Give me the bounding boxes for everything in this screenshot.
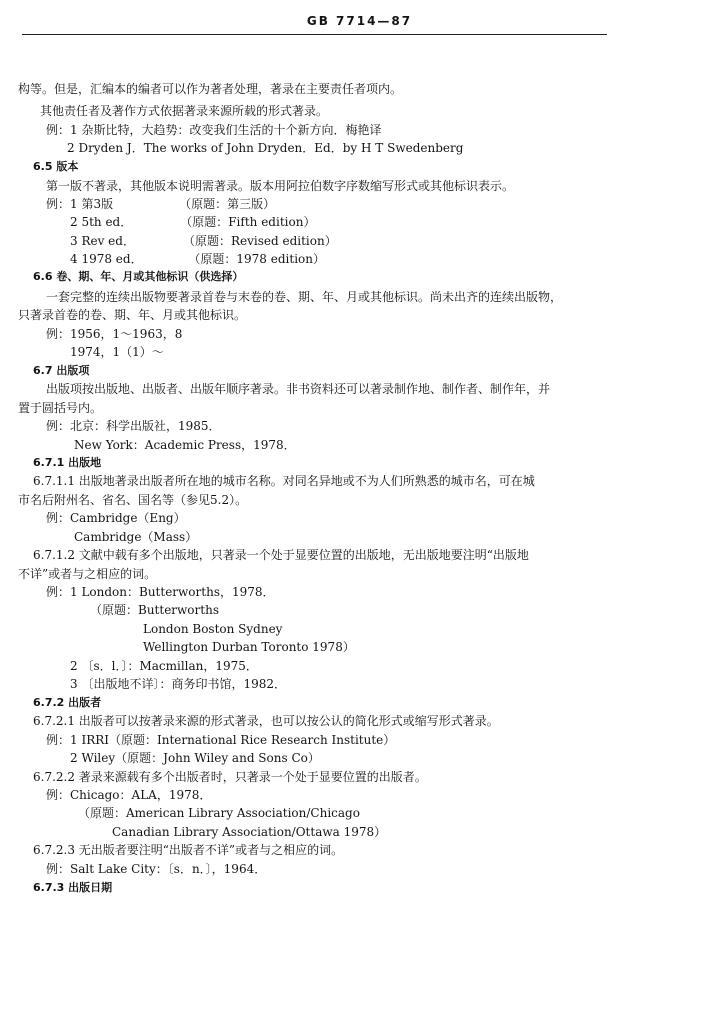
text-line: 其他责任者及著作方式依据著录来源所载的形式著录。 [40,104,329,118]
example-line: 1974，1（1）～ [70,345,164,359]
text-line: 不详”或者与之相应的词。 [18,567,157,581]
header-rule [22,34,607,35]
example-line: 2 Wiley（原题：John Wiley and Sons Co） [70,751,320,765]
text-line: 6.7.1.2 文献中载有多个出版地，只著录一个处于显要位置的出版地，无出版地要注明“出版地 [33,548,529,562]
example-line: （原题：Butterworths [90,603,219,617]
example-line: Canadian Library Association/Ottawa 1978） [112,825,387,839]
text-line: 一套完整的连续出版物要著录首卷与末卷的卷、期、年、月或其他标识。尚未出齐的连续出版物， [46,290,563,304]
example-line: London Boston Sydney [143,622,283,636]
example-line: Cambridge（Mass） [74,530,198,544]
section-heading: 6.7.2 出版者 [33,696,102,709]
example-line: 2 〔s．l．〕：Macmillan，1975． [70,659,258,673]
section-heading: 6.7.3 出版日期 [33,881,113,894]
section-heading: 6.6 卷、期、年、月或其他标识（供选择） [33,270,244,283]
example-line: 例：1 杂斯比特，大趋势：改变我们生活的十个新方向．梅艳译 [46,123,382,137]
section-heading: 6.7.1 出版地 [33,456,102,469]
example-line: 4 1978 ed． （原题：1978 edition） [70,252,325,266]
section-heading: 6.5 版本 [33,160,79,173]
page-header-code: GB 7714—87 [306,14,413,28]
text-line: 置于圆括号内。 [18,401,103,415]
example-line: 例：Salt Lake City：〔s．n．〕，1964． [46,862,267,876]
example-line: 3 〔出版地不详〕：商务印书馆，1982． [70,677,286,691]
example-line: New York：Academic Press，1978． [74,438,296,452]
text-line: 6.7.1.1 出版地著录出版者所在地的城市名称。对同名异地或不为人们所熟悉的城市名，可在城 [33,474,535,488]
text-line: 构等。但是，汇编本的编者可以作为著者处理，著录在主要责任者项内。 [18,82,403,96]
text-line: 6.7.2.1 出版者可以按著录来源的形式著录，也可以按公认的简化形式或缩写形式著录。 [33,714,499,728]
text-line: 出版项按出版地、出版者、出版年顺序著录。非书资料还可以著录制作地、制作者、制作年，并 [46,382,551,396]
example-line: 3 Rev ed． （原题：Revised edition） [70,234,337,248]
text-line: 第一版不著录，其他版本说明需著录。版本用阿拉伯数字序数缩写形式或其他标识表示。 [46,179,515,193]
example-line: （原题：American Library Association/Chicago [78,806,360,820]
example-line: 例：1 London：Butterworths，1978． [46,585,275,599]
example-line: 例：1956，1～1963，8 [46,327,183,341]
example-line: 2 5th ed． （原题：Fifth edition） [70,215,316,229]
example-line: 例：Chicago：ALA，1978． [46,788,212,802]
example-line: 例：1 IRRI（原题：International Rice Research Institute） [46,733,396,747]
example-line: 2 Dryden J．The works of John Dryden．Ed．by H T Swedenberg [67,141,464,155]
text-line: 6.7.2.2 著录来源载有多个出版者时，只著录一个处于显要位置的出版者。 [33,770,427,784]
example-line: Wellington Durban Toronto 1978） [143,640,355,654]
section-heading: 6.7 出版项 [33,364,90,377]
text-line: 市名后附州名、省名、国名等（参见5.2）。 [18,493,248,507]
text-line: 6.7.2.3 无出版者要注明“出版者不详”或者与之相应的词。 [33,843,344,857]
example-line: 例：北京：科学出版社，1985． [46,419,221,433]
example-line: 例：1 第3版 （原题：第三版） [46,197,276,211]
example-line: 例：Cambridge（Eng） [46,511,186,525]
text-line: 只著录首卷的卷、期、年、月或其他标识。 [18,308,247,322]
